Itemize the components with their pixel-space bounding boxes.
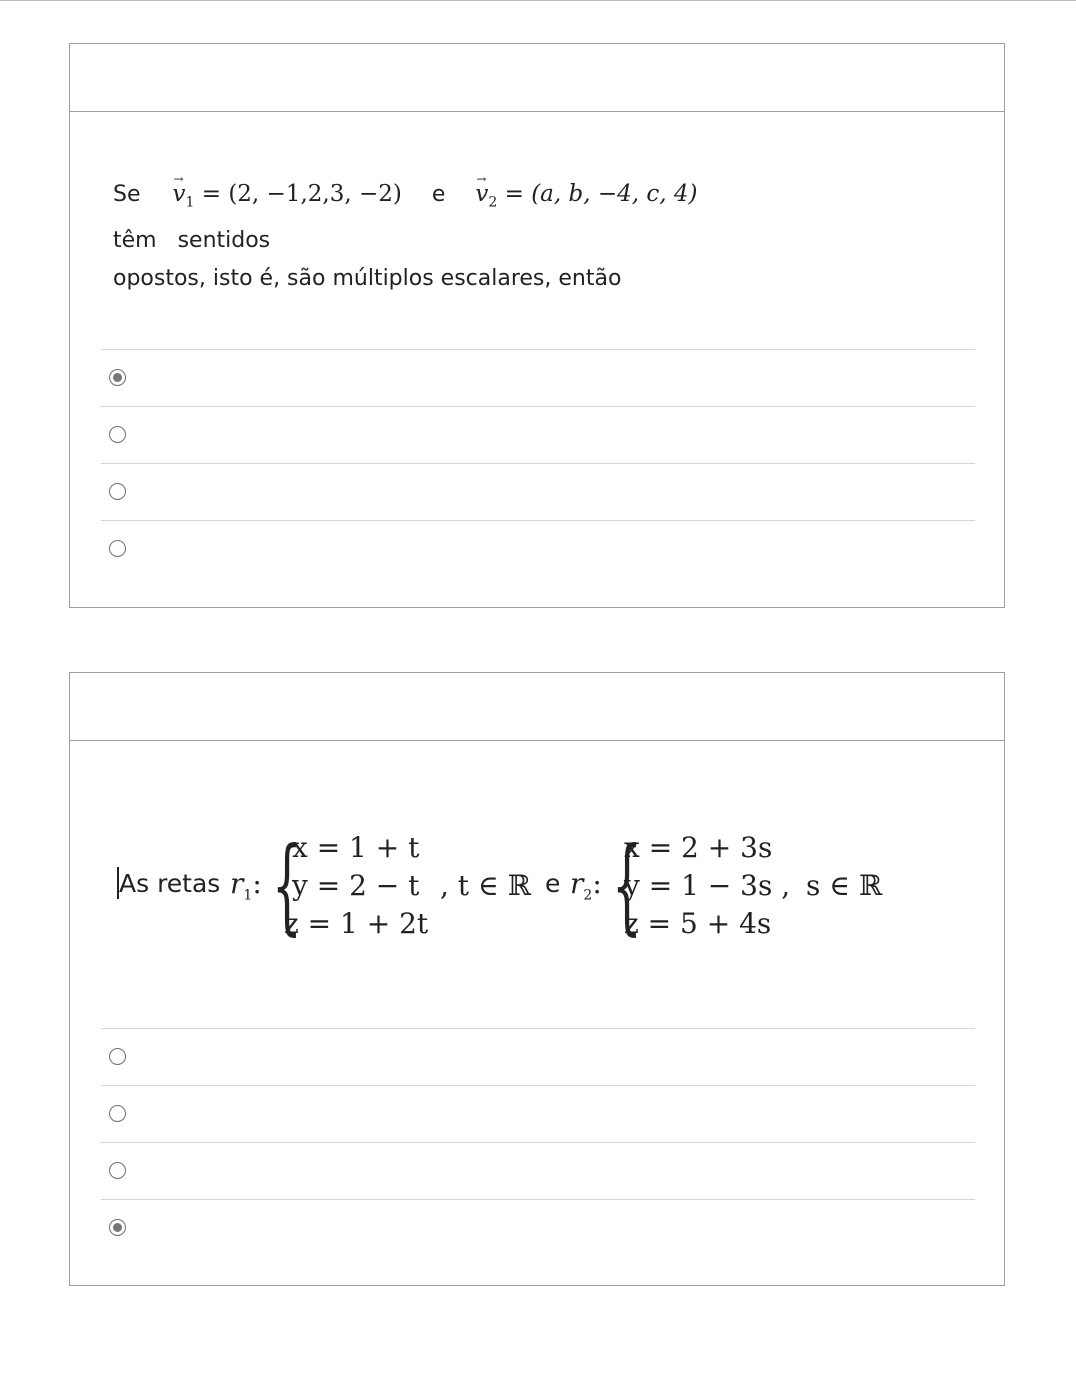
radio-button[interactable]	[109, 483, 126, 500]
answer-option[interactable]	[101, 1085, 975, 1142]
question-header-2	[70, 673, 1004, 741]
radio-button[interactable]	[109, 426, 126, 443]
question-1-line-1	[113, 175, 873, 260]
answer-option[interactable]	[101, 1142, 975, 1199]
top-divider	[0, 0, 1076, 1]
brace-r1: {	[272, 824, 302, 946]
vector-v1: → $v_1 = (2$, −1,2,3, −2)	[173, 181, 402, 207]
question-header-1	[70, 44, 1004, 112]
r1-equation-x: x = 1 + t	[292, 831, 420, 864]
brace-r2: {	[612, 824, 642, 946]
r2-equation-z: z = 5 + 4s	[624, 907, 772, 940]
question-2-text	[118, 824, 938, 946]
answer-option[interactable]	[101, 349, 975, 406]
radio-button[interactable]	[109, 540, 126, 557]
vector-v2: → $v_2 = (a$, b, −4, c, 4)	[475, 181, 697, 207]
question-1-text	[113, 175, 873, 298]
line-r1-label: $r_1$:	[230, 867, 262, 904]
answer-options-2	[101, 1028, 975, 1256]
conjunction: e	[431, 182, 446, 207]
line-r2-label: $r_2$:	[570, 867, 602, 904]
text-prefix: Se	[113, 182, 141, 207]
conjunction: e	[545, 869, 561, 898]
answer-option[interactable]	[101, 406, 975, 463]
question-card-2	[69, 672, 1005, 1286]
radio-button-selected[interactable]	[109, 369, 126, 386]
answer-option[interactable]	[101, 1028, 975, 1085]
text-prefix: As retas	[119, 869, 221, 898]
question-1-line-2: opostos, isto é, são múltiplos escalares, então	[113, 265, 622, 291]
r2-equation-x: x = 2 + 3s	[624, 831, 773, 864]
radio-button[interactable]	[109, 1048, 126, 1065]
r1-equation-y: y = 2 − t	[292, 869, 420, 902]
answer-option[interactable]	[101, 520, 975, 577]
r2-equation-y: y = 1 − 3s ,	[624, 869, 791, 902]
question-card-1	[69, 43, 1005, 608]
r2-parameter: s ∈ ℝ	[806, 869, 883, 902]
answer-option[interactable]	[101, 463, 975, 520]
radio-button[interactable]	[109, 1162, 126, 1179]
r1-equation-z: z = 1 + 2t	[284, 907, 429, 940]
radio-button[interactable]	[109, 1105, 126, 1122]
answer-option[interactable]	[101, 1199, 975, 1256]
r1-parameter: , t ∈ ℝ	[440, 869, 531, 902]
text-mid: têm sentidos	[113, 227, 271, 253]
radio-button-selected[interactable]	[109, 1219, 126, 1236]
answer-options-1	[101, 349, 975, 577]
